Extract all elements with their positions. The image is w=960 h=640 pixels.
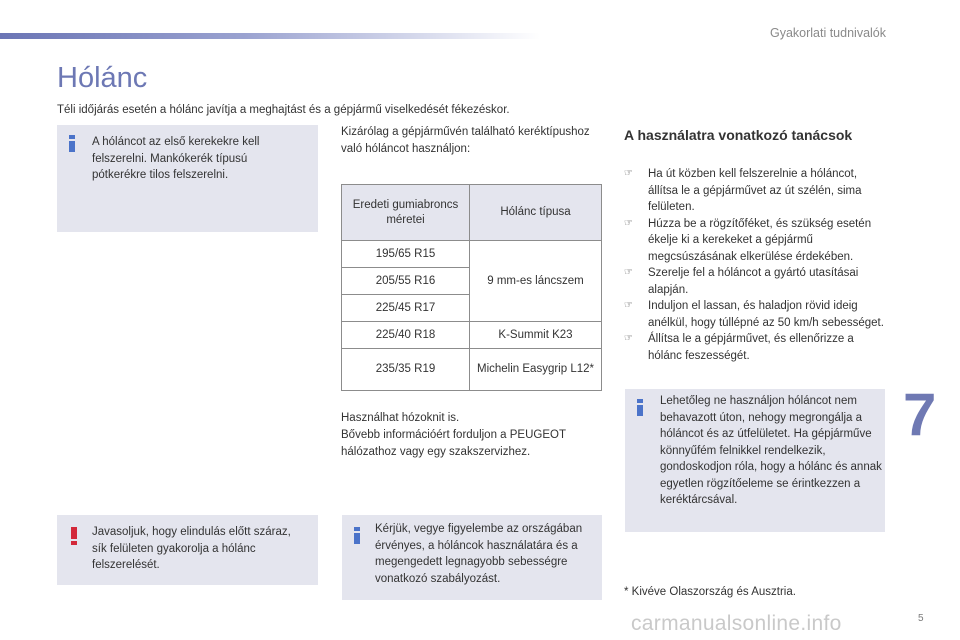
section-title: Gyakorlati tudnivalók: [769, 26, 886, 40]
pointing-hand-icon: ☞: [624, 300, 633, 311]
chain-type-cell: Michelin Easygrip L12*: [470, 349, 602, 391]
tips-title: A használatra vonatkozó tanácsok: [624, 127, 853, 143]
table-header-chain-type: Hólánc típusa: [470, 185, 602, 241]
info-icon: [354, 527, 360, 544]
table-row: [342, 241, 602, 268]
intro-text: Téli időjárás esetén a hólánc javítja a meghajtást és a gépjármű viselkedését fékezéskor.: [57, 104, 510, 116]
chain-type-cell: 9 mm-es láncszem: [470, 241, 602, 322]
dealer-info-line: Bővebb információért forduljon a PEUGEOT hálózathoz vagy egy szakszervizhez.: [341, 429, 566, 458]
warning-box-text: Javasoljuk, hogy elindulás előtt száraz, sík felületen gyakorolja a hólánc felszerelését.: [92, 526, 291, 571]
info-icon: [637, 399, 643, 416]
column-intro: Kizárólag a gépjárművén található keréktípushoz való hóláncot használjon:: [341, 126, 590, 155]
tire-size-cell: 195/65 R15: [342, 241, 470, 268]
warning-box-practice: [57, 515, 318, 585]
footnote: * Kivéve Olaszország és Ausztria.: [624, 586, 796, 598]
pointing-hand-icon: ☞: [624, 168, 633, 179]
pointing-hand-icon: ☞: [624, 217, 633, 229]
list-item: ☞ Húzza be a rögzítőféket, és szükség esetén ékelje ki a kerekeket a gépjármű megcsúszásának elkerülése érdekében.: [624, 217, 872, 263]
tips-list: [624, 166, 886, 364]
chapter-number: 7: [903, 381, 937, 448]
tire-size-cell: 225/45 R17: [342, 295, 470, 322]
info-box-regulations: [342, 515, 602, 600]
table-row: [342, 349, 602, 391]
page-title: Hólánc: [57, 62, 148, 94]
info-icon: [69, 135, 75, 152]
watermark: carmanualsonline.info: [631, 612, 842, 635]
table-header-row: [342, 185, 602, 241]
snow-chain-table: [341, 184, 602, 391]
warning-icon: [71, 527, 77, 544]
list-item: ☞ Szerelje fel a hóláncot a gyártó utasításai alapján.: [624, 267, 859, 296]
pointing-hand-icon: ☞: [624, 333, 633, 344]
tire-size-cell: 205/55 R16: [342, 268, 470, 295]
pointing-hand-icon: ☞: [624, 267, 633, 278]
chain-type-cell: K-Summit K23: [470, 322, 602, 349]
info-box-text: Kérjük, vegye figyelembe az országában érvényes, a hóláncok használatára és a megengedett legnagyobb sebességre vonatkozó szabályozást.: [375, 523, 583, 585]
header-gradient-bar: [0, 33, 540, 39]
info-box-text: Lehetőleg ne használjon hóláncot nem behavazott úton, nehogy megrongálja a hóláncot és az útfelületet. Ha gépjárműve könnyűfém felnikkel rendelkezik, gondoskodjon róla, hogy a hólánc és annak egyetlen rögzítőeleme se érintkezzen a keréktárcsával.: [660, 395, 882, 506]
table-row: [342, 322, 602, 349]
info-box-text: A hóláncot az első kerekekre kell felszerelni. Mankókerék típusú pótkerékre tilos felszerelni.: [92, 136, 260, 181]
info-box-front-wheels: [57, 125, 318, 232]
list-item: ☞ Induljon el lassan, és haladjon rövid ideig anélkül, hogy túllépné az 50 km/h sebességet.: [624, 300, 884, 329]
page-number: 5: [918, 613, 924, 624]
list-item: ☞ Állítsa le a gépjárművet, és ellenőrizze a hólánc feszességét.: [624, 333, 854, 362]
info-box-alloy-wheels: [625, 389, 885, 532]
snow-sock-note: [341, 410, 596, 461]
tire-size-cell: 225/40 R18: [342, 322, 470, 349]
snow-sock-line: Használhat hózoknit is.: [341, 412, 460, 424]
tire-size-cell: 235/35 R19: [342, 349, 470, 391]
list-item: ☞ Ha út közben kell felszerelnie a hóláncot, állítsa le a gépjárművet az út szélén, sima felületen.: [624, 168, 862, 213]
table-header-tire-size: Eredeti gumiabroncs méretei: [342, 185, 470, 241]
